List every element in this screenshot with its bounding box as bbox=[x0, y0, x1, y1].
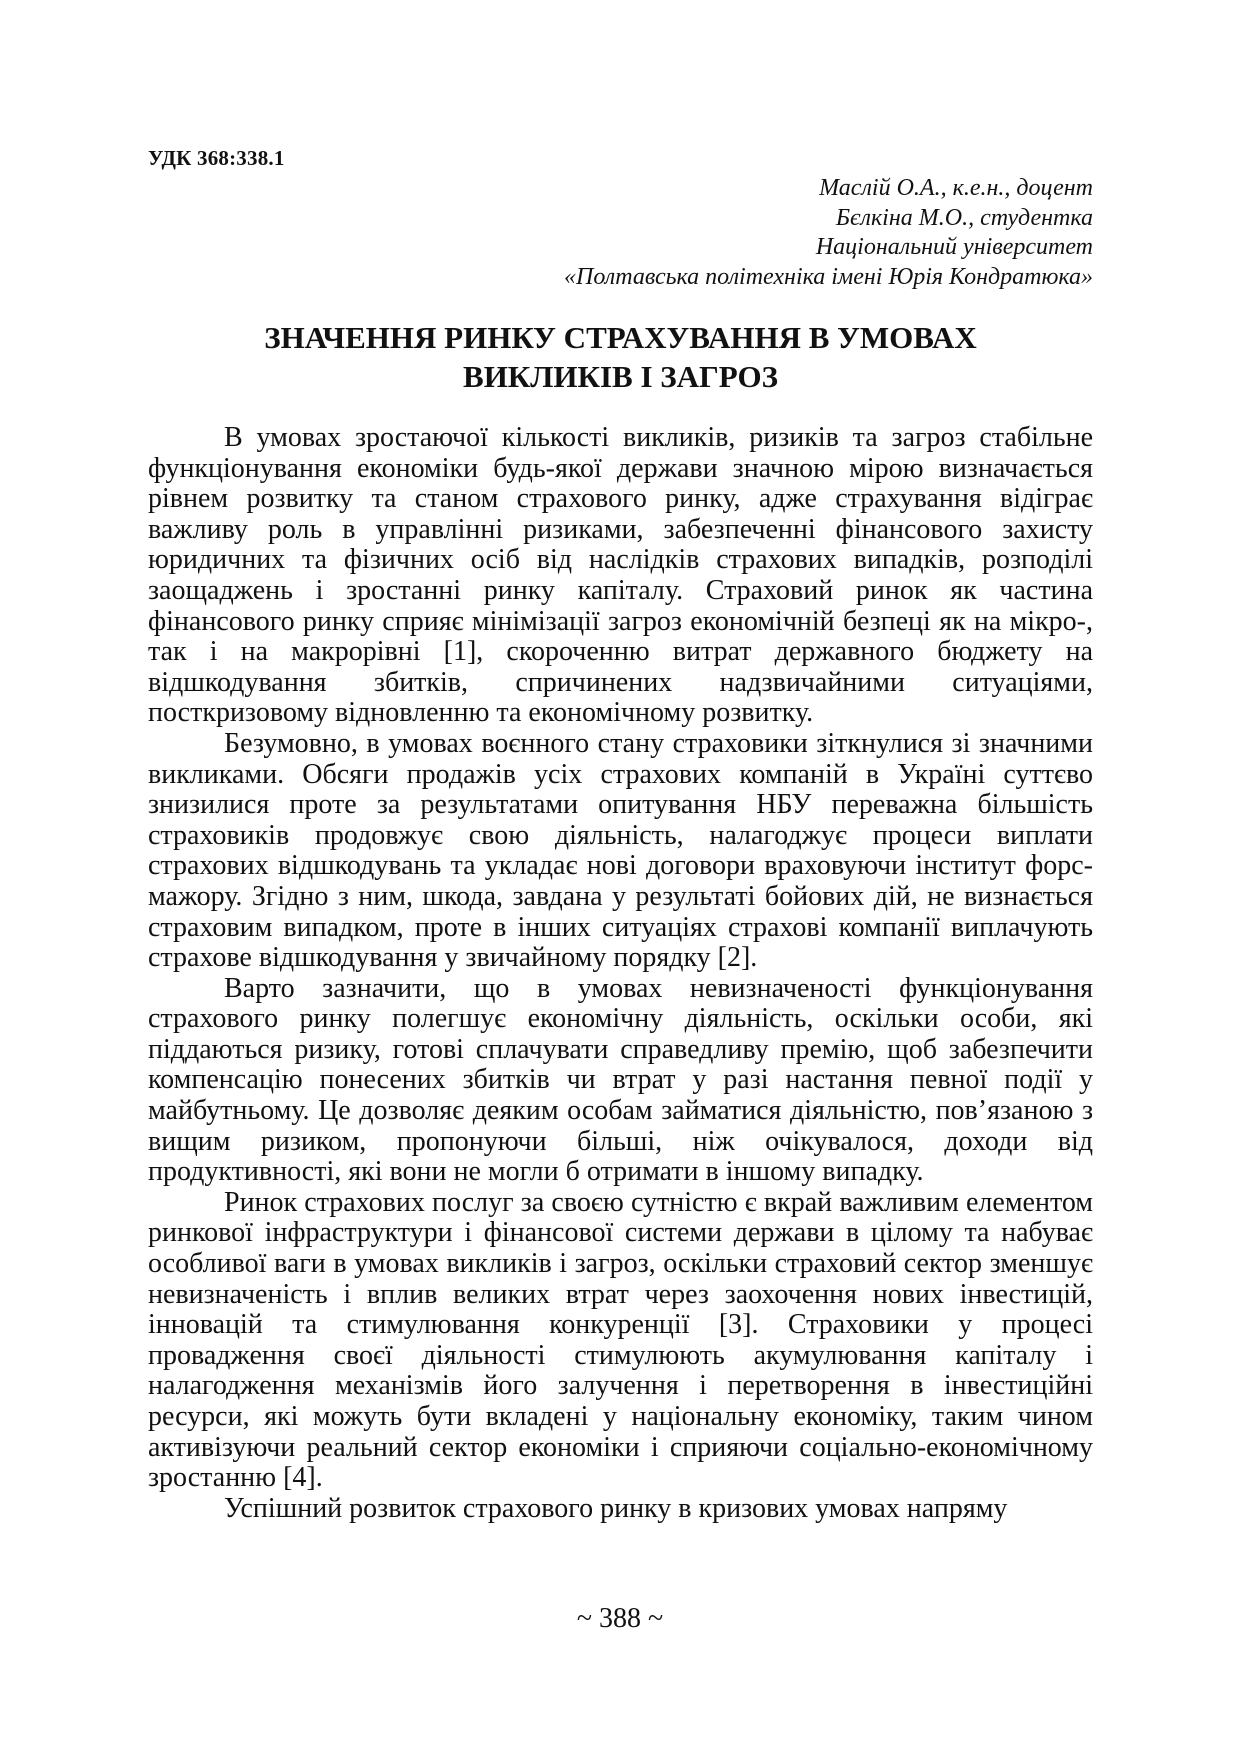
article-title bbox=[148, 318, 1093, 396]
affiliation-line: «Полтавська політехніка імені Юрія Кондратюка» bbox=[564, 263, 1093, 290]
affiliation-line: Національний університет bbox=[815, 234, 1093, 260]
article-body bbox=[148, 423, 1093, 1524]
title-line: ЗНАЧЕННЯ РИНКУ СТРАХУВАННЯ В УМОВАХ bbox=[264, 320, 977, 355]
author-block bbox=[393, 174, 1093, 292]
paragraph: Варто зазначити, що в умовах невизначеності функціонування страхового ринку полегшує економічну діяльність, оскільки особи, які піддаються ризику, готові сплачувати справедливу премію, щоб забезпечити компенсацію понесених збитків чи втрат у разі настання певної події у майбутньому. Це дозволяє деяким особам займатися діяльністю, пов’язаною з вищим ризиком, пропонуючи більші, ніж очікувалося, доходи від продуктивності, які вони не могли б отримати в іншому випадку. bbox=[148, 972, 1093, 1188]
paragraph: В умовах зростаючої кількості викликів, ризиків та загроз стабільне функціонування економіки будь-якої держави значною мірою визначається рівнем розвитку та станом страхового ринку, адже страхування відіграє важливу роль в управлінні ризиками, забезпеченні фінансового захисту юридичних та фізичних осіб від наслідків страхових випадків, розподілі заощаджень і зростанні ринку капіталу. Страховий ринок як частина фінансового ринку сприяє мінімізації загроз економічній безпеці як на мікро-, так і на макрорівні [1], скороченню витрат державного бюджету на відшкодування збитків, спричинених надзвичайними ситуаціями, посткризовому відновленню та економічному розвитку. bbox=[148, 422, 1093, 729]
paragraph: Безумовно, в умовах воєнного стану страховики зіткнулися зі значними викликами. Обсяги продажів усіх страхових компаній в Україні суттєво знизилися проте за результатами опитування НБУ переважна більшість страховиків продовжує свою діяльність, налагоджує процеси виплати страхових відшкодувань та укладає нові договори враховуючи інститут форс-мажору. Згідно з ним, шкода, завдана у результаті бойових дій, не визнається страховим випадком, проте в інших ситуаціях страхові компанії виплачують страхове відшкодування у звичайному порядку [2]. bbox=[148, 727, 1093, 974]
page-number: ~ 388 ~ bbox=[576, 1603, 664, 1634]
title-line: ВИКЛИКІВ І ЗАГРОЗ bbox=[463, 359, 778, 394]
udk-code: УДК 368:338.1 bbox=[148, 146, 285, 170]
author-line: Бєлкіна М.О., студентка bbox=[835, 204, 1093, 231]
paragraph: Успішний розвиток страхового ринку в кризових умовах напряму bbox=[224, 1492, 1008, 1524]
author-line: Маслій О.А., к.е.н., доцент bbox=[819, 175, 1093, 201]
paragraph: Ринок страхових послуг за своєю сутністю є вкрай важливим елементом ринкової інфраструктури і фінансової системи держави в цілому та набуває особливої ваги в умовах викликів і загроз, оскільки страховий сектор зменшує невизначеність і вплив великих втрат через заохочення нових інвестицій, інновацій та стимулювання конкуренції [3]. Страховики у процесі провадження своєї діяльності стимулюють акумулювання капіталу і налагодження механізмів його залучення і перетворення в інвестиційні ресурси, які можуть бути вкладені у національну економіку, таким чином активізуючи реальний сектор економіки і сприяючи соціально-економічному зростанню [4]. bbox=[148, 1186, 1093, 1494]
